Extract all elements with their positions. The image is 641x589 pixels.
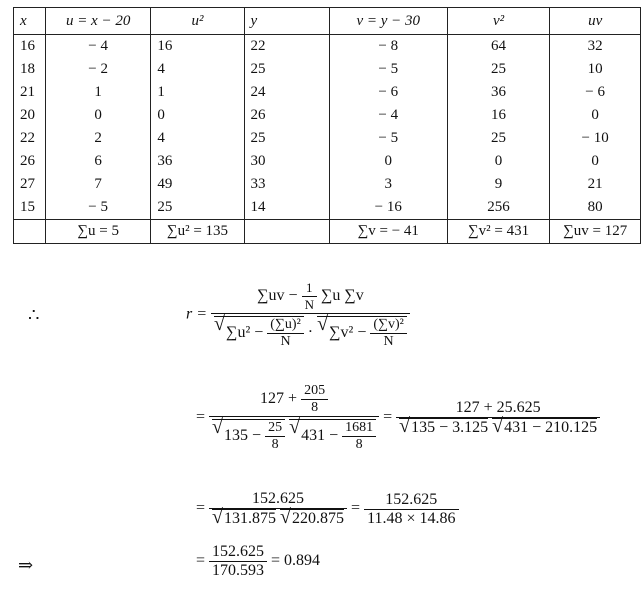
cell: 22 xyxy=(14,127,46,150)
s1-num-a: 127 + xyxy=(260,390,298,408)
s2-rhs-fraction xyxy=(364,491,458,528)
s1-denominator xyxy=(209,416,379,453)
cell: 10 xyxy=(550,58,641,81)
cell: − 6 xyxy=(550,81,641,104)
sum-cell-v2: ∑v² = 431 xyxy=(447,220,550,244)
sqrt-220-875: √ 431 − 210.125 xyxy=(492,418,597,437)
s3-num: 152.625 xyxy=(212,543,265,560)
cell: 4 xyxy=(151,58,244,81)
table-row xyxy=(14,173,641,196)
r-fraction xyxy=(211,280,410,350)
s1-den-b: 431 − xyxy=(301,427,339,445)
table-row xyxy=(14,196,641,220)
cell: 64 xyxy=(447,35,550,59)
r-lhs: r = xyxy=(186,305,208,323)
cell: 36 xyxy=(447,81,550,104)
table-row xyxy=(14,81,641,104)
cell: 20 xyxy=(14,104,46,127)
cell: 25 xyxy=(447,58,550,81)
cell: 16 xyxy=(447,104,550,127)
cell: − 4 xyxy=(329,104,447,127)
cell: 49 xyxy=(151,173,244,196)
table-row xyxy=(14,127,641,150)
cell: 6 xyxy=(45,150,150,173)
cell: 0 xyxy=(151,104,244,127)
cell: 7 xyxy=(45,173,150,196)
cell: 33 xyxy=(244,173,329,196)
cell: 15 xyxy=(14,196,46,220)
r-den-a: ∑u² − xyxy=(226,324,264,342)
cell: − 2 xyxy=(45,58,150,81)
n: N xyxy=(302,296,317,313)
cell: 16 xyxy=(14,35,46,59)
cell: 25 xyxy=(244,58,329,81)
cell: 80 xyxy=(550,196,641,220)
col-header-y: y xyxy=(244,8,329,35)
s1-rhs-den xyxy=(396,417,600,437)
r-num-a: ∑uv − xyxy=(257,287,298,305)
cell: 18 xyxy=(14,58,46,81)
cell: 25 xyxy=(244,127,329,150)
cell: − 16 xyxy=(329,196,447,220)
r-den-b: ∑v² − xyxy=(329,324,367,342)
1681-over-8 xyxy=(342,420,376,453)
sqrt-135 xyxy=(212,419,285,453)
sqrt-131-875: √ 135 − 3.125 xyxy=(399,418,488,437)
cell: 2 xyxy=(45,127,150,150)
sum-cell-u: ∑u = 5 xyxy=(45,220,150,244)
sum-cell-u2: ∑u² = 135 xyxy=(151,220,244,244)
formula-step1 xyxy=(196,383,600,453)
205-over-8 xyxy=(301,383,328,416)
eq: = xyxy=(196,408,206,426)
cell: 30 xyxy=(244,150,329,173)
formula-r xyxy=(186,280,410,350)
cell: 3 xyxy=(329,173,447,196)
col-header-x: x xyxy=(14,8,46,35)
s3-fraction xyxy=(209,543,267,580)
cell: − 8 xyxy=(329,35,447,59)
implies-symbol: ⇒ xyxy=(18,555,34,575)
cell: 0 xyxy=(550,104,641,127)
sqrt-v xyxy=(317,316,407,350)
cell: − 10 xyxy=(550,127,641,150)
n: N xyxy=(267,333,304,350)
table-sum-row xyxy=(14,220,641,244)
d8: 8 xyxy=(265,436,285,453)
result: = 0.894 xyxy=(271,552,321,570)
sum-cell xyxy=(14,220,46,244)
d8: 8 xyxy=(342,436,376,453)
cell: − 5 xyxy=(329,127,447,150)
col-header-u: u = x − 20 xyxy=(45,8,150,35)
col-header-uv: uv xyxy=(550,8,641,35)
table-row xyxy=(14,58,641,81)
sqrt-431 xyxy=(289,419,376,453)
cell: 4 xyxy=(151,127,244,150)
s2-rhs-num: 152.625 xyxy=(385,490,438,508)
cell: 21 xyxy=(550,173,641,196)
cell: 27 xyxy=(14,173,46,196)
table-row xyxy=(14,104,641,127)
cell: − 5 xyxy=(45,196,150,220)
table-header-row xyxy=(14,8,641,35)
dot: · xyxy=(307,323,314,341)
col-header-v2: v² xyxy=(447,8,550,35)
sum-cell-v: ∑v = − 41 xyxy=(329,220,447,244)
s1-rhs-num: 127 + 25.625 xyxy=(455,399,541,416)
u-sq-over-n xyxy=(267,317,304,350)
r-num-b: ∑u ∑v xyxy=(320,287,364,305)
n1681: 1681 xyxy=(345,420,374,435)
cell: 22 xyxy=(244,35,329,59)
eq: = xyxy=(383,408,393,426)
sqrt-u xyxy=(214,316,304,350)
d8: 8 xyxy=(301,399,328,416)
therefore-symbol: ∴ xyxy=(28,305,40,325)
col-header-v: v = y − 30 xyxy=(329,8,447,35)
s1-numerator xyxy=(209,383,379,416)
cell: 36 xyxy=(151,150,244,173)
s2-num: 152.625 xyxy=(252,490,305,507)
cell: 16 xyxy=(151,35,244,59)
cell: 0 xyxy=(447,150,550,173)
cell: 21 xyxy=(14,81,46,104)
table-row xyxy=(14,150,641,173)
cell: 0 xyxy=(45,104,150,127)
cell: 25 xyxy=(151,196,244,220)
cell: 25 xyxy=(447,127,550,150)
one: 1 xyxy=(306,280,313,295)
r-denominator xyxy=(211,313,410,350)
cell: 9 xyxy=(447,173,550,196)
s3-den: 170.593 xyxy=(209,561,267,580)
sum-cell xyxy=(244,220,329,244)
s1-rhs-fraction xyxy=(396,399,600,437)
cell: 26 xyxy=(244,104,329,127)
v-sq-over-n xyxy=(370,317,407,350)
25-over-8 xyxy=(265,420,285,453)
cell: 256 xyxy=(447,196,550,220)
u-sum-sq: (∑u)² xyxy=(270,317,301,332)
s2-den xyxy=(209,508,347,528)
cell: 1 xyxy=(151,81,244,104)
eq: = xyxy=(196,499,206,517)
eq: = xyxy=(196,552,206,570)
sum-cell-uv: ∑uv = 127 xyxy=(550,220,641,244)
r-numerator xyxy=(211,280,410,313)
sqrt-220-875: √ 220.875 xyxy=(280,509,344,528)
n: N xyxy=(370,333,407,350)
cell: 0 xyxy=(329,150,447,173)
data-table xyxy=(13,7,641,244)
one-over-n xyxy=(302,280,317,313)
cell: 0 xyxy=(550,150,641,173)
cell: 32 xyxy=(550,35,641,59)
cell: − 5 xyxy=(329,58,447,81)
eq: = xyxy=(351,499,361,517)
formula-step2 xyxy=(196,490,459,528)
s1-den-a: 135 − xyxy=(224,427,262,445)
formula-step3 xyxy=(196,543,320,580)
cell: 26 xyxy=(14,150,46,173)
cell: − 4 xyxy=(45,35,150,59)
n25: 25 xyxy=(268,420,283,435)
v-sum-sq: (∑v)² xyxy=(373,317,404,332)
table-row xyxy=(14,35,641,59)
s1-lhs-fraction xyxy=(209,383,379,453)
sqrt-131-875: √ 131.875 xyxy=(212,509,276,528)
cell: − 6 xyxy=(329,81,447,104)
cell: 14 xyxy=(244,196,329,220)
col-header-u2: u² xyxy=(151,8,244,35)
cell: 1 xyxy=(45,81,150,104)
s2-rhs-den: 11.48 × 14.86 xyxy=(364,509,458,528)
n205: 205 xyxy=(304,383,326,398)
s2-lhs-fraction xyxy=(209,490,347,528)
cell: 24 xyxy=(244,81,329,104)
